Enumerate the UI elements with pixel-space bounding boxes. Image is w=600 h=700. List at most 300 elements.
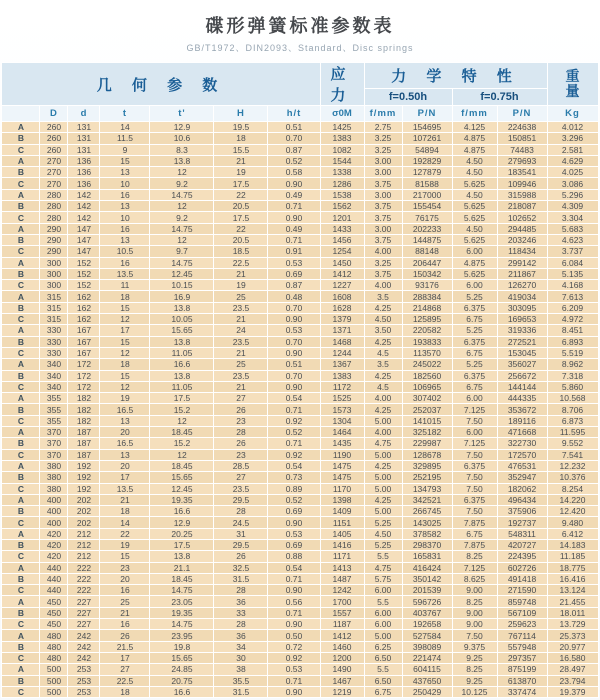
cell-H: 30	[214, 652, 268, 663]
cell-t: 25	[100, 596, 150, 607]
cell-P-050: 350142	[402, 573, 452, 584]
cell-kg: 5.135	[547, 268, 598, 279]
cell-t: 16.5	[100, 438, 150, 449]
cell-t: 14	[100, 517, 150, 528]
cell-t-prime: 12	[150, 201, 214, 212]
cell-h-over-t: 0.53	[268, 325, 320, 336]
cell-P-075: 420727	[497, 539, 547, 550]
cell-P-050: 81588	[402, 178, 452, 189]
cell-f-050: 6.00	[364, 619, 402, 630]
cell-D: 420	[40, 528, 68, 539]
cell-P-075: 859748	[497, 596, 547, 607]
cell-P-050: 134793	[402, 483, 452, 494]
cell-h-over-t: 0.71	[268, 438, 320, 449]
cell-H: 21	[214, 155, 268, 166]
header-group-row	[2, 63, 598, 89]
cell-t-prime: 12.45	[150, 268, 214, 279]
cell-D: 315	[40, 314, 68, 325]
cell-kg: 4.025	[547, 167, 598, 178]
cell-kg: 5.519	[547, 347, 598, 358]
cell-h-over-t: 0.53	[268, 528, 320, 539]
cell-f-050: 6.25	[364, 641, 402, 652]
cell-t: 19	[100, 539, 150, 550]
cell-d: 212	[68, 551, 100, 562]
cell-h-over-t: 0.90	[268, 178, 320, 189]
cell-series: C	[2, 619, 40, 630]
table-row	[2, 370, 598, 381]
cell-series: B	[2, 573, 40, 584]
cell-t-prime: 10.15	[150, 280, 214, 291]
cell-sigma-0M: 1254	[320, 246, 364, 257]
cell-d: 136	[68, 178, 100, 189]
cell-H: 25	[214, 291, 268, 302]
cell-d: 162	[68, 314, 100, 325]
cell-f-075: 8.25	[452, 596, 497, 607]
cell-P-075: 602726	[497, 562, 547, 573]
cell-D: 315	[40, 302, 68, 313]
cell-sigma-0M: 1405	[320, 528, 364, 539]
cell-series: A	[2, 460, 40, 471]
cell-kg: 25.373	[547, 630, 598, 641]
cell-H: 24.5	[214, 517, 268, 528]
cell-D: 370	[40, 449, 68, 460]
cell-series: B	[2, 336, 40, 347]
cell-sigma-0M: 1412	[320, 630, 364, 641]
table-row	[2, 201, 598, 212]
cell-P-075: 224395	[497, 551, 547, 562]
cell-f-050: 4.25	[364, 336, 402, 347]
cell-P-050: 378582	[402, 528, 452, 539]
cell-kg: 6.873	[547, 415, 598, 426]
cell-d: 192	[68, 472, 100, 483]
cell-t: 18	[100, 506, 150, 517]
cell-d: 167	[68, 347, 100, 358]
cell-t: 15	[100, 302, 150, 313]
cell-t-prime: 13.8	[150, 302, 214, 313]
cell-h-over-t: 0.92	[268, 652, 320, 663]
cell-P-075: 182062	[497, 483, 547, 494]
cell-H: 28	[214, 506, 268, 517]
cell-kg: 23.794	[547, 675, 598, 686]
cell-h-over-t: 0.90	[268, 585, 320, 596]
cell-t-prime: 15.2	[150, 438, 214, 449]
table-row	[2, 675, 598, 686]
cell-P-050: 437650	[402, 675, 452, 686]
cell-h-over-t: 0.51	[268, 122, 320, 133]
table-row	[2, 268, 598, 279]
cell-f-075: 6.375	[452, 370, 497, 381]
cell-h-over-t: 0.52	[268, 155, 320, 166]
cell-series: A	[2, 122, 40, 133]
cell-D: 440	[40, 562, 68, 573]
cell-t: 22	[100, 528, 150, 539]
cell-t-prime: 12	[150, 415, 214, 426]
cell-f-075: 9.25	[452, 652, 497, 663]
cell-series: B	[2, 133, 40, 144]
cell-P-075: 491418	[497, 573, 547, 584]
cell-f-075: 8.25	[452, 664, 497, 675]
cell-series: A	[2, 257, 40, 268]
header-f-075h: f=0.75h	[452, 88, 547, 105]
cell-P-075: 352947	[497, 472, 547, 483]
cell-h-over-t: 0.92	[268, 449, 320, 460]
cell-t-prime: 16.9	[150, 291, 214, 302]
table-row	[2, 506, 598, 517]
cell-t: 15	[100, 551, 150, 562]
cell-f-075: 9.25	[452, 675, 497, 686]
cell-h-over-t: 0.49	[268, 189, 320, 200]
cell-sigma-0M: 1573	[320, 404, 364, 415]
page-title: 碟形弹簧标准参数表	[205, 16, 395, 36]
cell-h-over-t: 0.51	[268, 359, 320, 370]
cell-P-075: 613870	[497, 675, 547, 686]
cell-f-075: 7.50	[452, 472, 497, 483]
table-row	[2, 472, 598, 483]
col-header-f-mm-050: f/mm	[364, 106, 402, 122]
cell-f-075: 7.875	[452, 517, 497, 528]
cell-t: 12	[100, 314, 150, 325]
cell-P-050: 192658	[402, 619, 452, 630]
header-mechanical-properties: 力 学 特 性	[364, 63, 547, 89]
cell-sigma-0M: 1383	[320, 133, 364, 144]
header-stress: 应 力	[320, 63, 364, 106]
cell-t: 23	[100, 562, 150, 573]
cell-t-prime: 15.65	[150, 325, 214, 336]
cell-t-prime: 11.05	[150, 347, 214, 358]
cell-kg: 6.893	[547, 336, 598, 347]
cell-series: B	[2, 167, 40, 178]
cell-sigma-0M: 1467	[320, 675, 364, 686]
table-row	[2, 178, 598, 189]
cell-t-prime: 17.5	[150, 393, 214, 404]
cell-t: 10	[100, 178, 150, 189]
cell-f-075: 8.25	[452, 551, 497, 562]
cell-t-prime: 21.1	[150, 562, 214, 573]
cell-P-075: 294485	[497, 223, 547, 234]
cell-d: 202	[68, 517, 100, 528]
table-row	[2, 415, 598, 426]
cell-P-075: 203246	[497, 234, 547, 245]
cell-P-050: 206447	[402, 257, 452, 268]
cell-f-050: 4.00	[364, 280, 402, 291]
cell-d: 131	[68, 122, 100, 133]
column-header-row	[2, 106, 598, 122]
header-f-050h: f=0.50h	[364, 88, 452, 105]
cell-t-prime: 12	[150, 449, 214, 460]
cell-d: 136	[68, 155, 100, 166]
cell-H: 31	[214, 528, 268, 539]
cell-t: 17	[100, 325, 150, 336]
cell-d: 136	[68, 167, 100, 178]
cell-D: 500	[40, 664, 68, 675]
cell-D: 480	[40, 630, 68, 641]
cell-H: 19	[214, 280, 268, 291]
cell-D: 450	[40, 607, 68, 618]
cell-f-050: 5.00	[364, 483, 402, 494]
cell-kg: 3.737	[547, 246, 598, 257]
cell-sigma-0M: 1242	[320, 585, 364, 596]
cell-P-050: 143025	[402, 517, 452, 528]
page-subtitle: GB/T1972、DIN2093、Standard、Disc springs	[186, 43, 414, 53]
cell-P-050: 107261	[402, 133, 452, 144]
cell-d: 167	[68, 336, 100, 347]
cell-kg: 2.581	[547, 144, 598, 155]
table-row	[2, 212, 598, 223]
cell-t: 12	[100, 381, 150, 392]
cell-kg: 16.580	[547, 652, 598, 663]
cell-sigma-0M: 1190	[320, 449, 364, 460]
cell-f-050: 5.25	[364, 517, 402, 528]
cell-kg: 3.086	[547, 178, 598, 189]
cell-P-050: 202233	[402, 223, 452, 234]
table-row	[2, 234, 598, 245]
cell-P-075: 153045	[497, 347, 547, 358]
cell-t-prime: 23.95	[150, 630, 214, 641]
cell-f-075: 4.50	[452, 167, 497, 178]
table-row	[2, 539, 598, 550]
cell-t-prime: 13.8	[150, 370, 214, 381]
cell-f-050: 3.75	[364, 178, 402, 189]
cell-sigma-0M: 1367	[320, 359, 364, 370]
cell-D: 330	[40, 336, 68, 347]
cell-H: 18.5	[214, 246, 268, 257]
cell-P-075: 875199	[497, 664, 547, 675]
cell-d: 222	[68, 585, 100, 596]
cell-f-075: 4.50	[452, 223, 497, 234]
cell-t-prime: 18.45	[150, 460, 214, 471]
cell-D: 420	[40, 551, 68, 562]
cell-H: 22	[214, 189, 268, 200]
cell-P-075: 319336	[497, 325, 547, 336]
cell-H: 26	[214, 438, 268, 449]
cell-kg: 20.977	[547, 641, 598, 652]
cell-sigma-0M: 1227	[320, 280, 364, 291]
cell-t-prime: 16.6	[150, 359, 214, 370]
cell-P-075: 476531	[497, 460, 547, 471]
cell-d: 142	[68, 189, 100, 200]
cell-f-075: 9.00	[452, 619, 497, 630]
cell-d: 152	[68, 257, 100, 268]
cell-series: B	[2, 641, 40, 652]
cell-t: 20	[100, 573, 150, 584]
cell-D: 260	[40, 133, 68, 144]
cell-P-075: 272521	[497, 336, 547, 347]
cell-H: 29.5	[214, 539, 268, 550]
cell-H: 27	[214, 472, 268, 483]
col-header-P-N-075: P/N	[497, 106, 547, 122]
table-row	[2, 347, 598, 358]
cell-t-prime: 9.2	[150, 178, 214, 189]
cell-D: 330	[40, 325, 68, 336]
cell-kg: 4.972	[547, 314, 598, 325]
cell-h-over-t: 0.71	[268, 675, 320, 686]
cell-t-prime: 14.75	[150, 189, 214, 200]
cell-f-050: 3.25	[364, 133, 402, 144]
disc-spring-parameter-table	[1, 62, 598, 698]
cell-f-075: 5.25	[452, 291, 497, 302]
table-row	[2, 381, 598, 392]
cell-H: 23.5	[214, 336, 268, 347]
cell-P-075: 189116	[497, 415, 547, 426]
cell-t: 10	[100, 212, 150, 223]
cell-H: 29.5	[214, 494, 268, 505]
cell-sigma-0M: 1544	[320, 155, 364, 166]
cell-kg: 3.304	[547, 212, 598, 223]
table-row	[2, 189, 598, 200]
cell-kg: 9.480	[547, 517, 598, 528]
cell-t-prime: 20.75	[150, 675, 214, 686]
cell-f-050: 3.5	[364, 291, 402, 302]
cell-h-over-t: 0.72	[268, 641, 320, 652]
cell-kg: 8.962	[547, 359, 598, 370]
cell-t: 11.5	[100, 133, 150, 144]
cell-D: 370	[40, 427, 68, 438]
header-weight-line1: 重	[565, 68, 580, 84]
cell-t: 16	[100, 619, 150, 630]
cell-sigma-0M: 1151	[320, 517, 364, 528]
cell-P-075: 109946	[497, 178, 547, 189]
cell-sigma-0M: 1409	[320, 506, 364, 517]
cell-h-over-t: 0.54	[268, 562, 320, 573]
cell-D: 290	[40, 223, 68, 234]
cell-series: A	[2, 359, 40, 370]
cell-kg: 7.613	[547, 291, 598, 302]
col-header-P-N-050: P/N	[402, 106, 452, 122]
cell-t-prime: 15.2	[150, 404, 214, 415]
cell-D: 400	[40, 517, 68, 528]
table-row	[2, 404, 598, 415]
cell-t: 20	[100, 427, 150, 438]
cell-t: 11	[100, 280, 150, 291]
table-row	[2, 562, 598, 573]
table-row	[2, 607, 598, 618]
cell-P-075: 471668	[497, 427, 547, 438]
table-row	[2, 596, 598, 607]
col-header-sigma-0M: σ0M	[320, 106, 364, 122]
table-row	[2, 359, 598, 370]
table-row	[2, 122, 598, 133]
cell-D: 380	[40, 472, 68, 483]
table-row	[2, 257, 598, 268]
cell-f-075: 6.375	[452, 336, 497, 347]
cell-sigma-0M: 1435	[320, 438, 364, 449]
cell-P-075: 315988	[497, 189, 547, 200]
cell-t-prime: 10.6	[150, 133, 214, 144]
table-row	[2, 246, 598, 257]
cell-P-075: 337474	[497, 686, 547, 697]
cell-H: 28.5	[214, 460, 268, 471]
cell-sigma-0M: 1456	[320, 234, 364, 245]
cell-f-050: 4.50	[364, 314, 402, 325]
cell-sigma-0M: 1487	[320, 573, 364, 584]
cell-H: 20.5	[214, 201, 268, 212]
cell-t: 15	[100, 336, 150, 347]
cell-P-075: 211867	[497, 268, 547, 279]
cell-f-050: 3.00	[364, 155, 402, 166]
cell-series: C	[2, 178, 40, 189]
cell-t-prime: 13.8	[150, 551, 214, 562]
cell-t: 13	[100, 234, 150, 245]
cell-P-075: 271590	[497, 585, 547, 596]
cell-t-prime: 13.8	[150, 336, 214, 347]
cell-d: 242	[68, 641, 100, 652]
cell-sigma-0M: 1475	[320, 460, 364, 471]
cell-D: 500	[40, 675, 68, 686]
cell-D: 380	[40, 460, 68, 471]
cell-P-075: 279693	[497, 155, 547, 166]
table-row	[2, 314, 598, 325]
cell-f-075: 6.375	[452, 302, 497, 313]
cell-P-075: 567109	[497, 607, 547, 618]
cell-H: 32.5	[214, 562, 268, 573]
cell-d: 172	[68, 370, 100, 381]
cell-P-050: 266745	[402, 506, 452, 517]
cell-P-075: 297357	[497, 652, 547, 663]
cell-d: 187	[68, 427, 100, 438]
cell-f-075: 4.875	[452, 257, 497, 268]
cell-h-over-t: 0.92	[268, 415, 320, 426]
cell-h-over-t: 0.91	[268, 246, 320, 257]
cell-D: 270	[40, 155, 68, 166]
cell-h-over-t: 0.90	[268, 314, 320, 325]
cell-d: 192	[68, 460, 100, 471]
cell-P-075: 144144	[497, 381, 547, 392]
cell-H: 33	[214, 607, 268, 618]
cell-t: 13	[100, 167, 150, 178]
cell-f-050: 6.00	[364, 607, 402, 618]
cell-P-075: 256672	[497, 370, 547, 381]
cell-sigma-0M: 1244	[320, 347, 364, 358]
cell-h-over-t: 0.89	[268, 483, 320, 494]
cell-f-050: 4.00	[364, 246, 402, 257]
cell-H: 19	[214, 167, 268, 178]
cell-f-075: 6.75	[452, 314, 497, 325]
cell-sigma-0M: 1219	[320, 686, 364, 697]
cell-h-over-t: 0.71	[268, 573, 320, 584]
cell-t: 16.5	[100, 404, 150, 415]
table-row	[2, 686, 598, 697]
cell-D: 280	[40, 212, 68, 223]
cell-P-050: 93176	[402, 280, 452, 291]
cell-t: 19	[100, 393, 150, 404]
cell-d: 131	[68, 144, 100, 155]
cell-d: 253	[68, 686, 100, 697]
table-row	[2, 652, 598, 663]
cell-P-050: 54894	[402, 144, 452, 155]
cell-h-over-t: 0.71	[268, 404, 320, 415]
cell-D: 260	[40, 144, 68, 155]
cell-kg: 13.729	[547, 619, 598, 630]
cell-kg: 10.568	[547, 393, 598, 404]
cell-series: A	[2, 325, 40, 336]
cell-t-prime: 18.45	[150, 427, 214, 438]
cell-f-075: 5.625	[452, 201, 497, 212]
cell-H: 19.5	[214, 122, 268, 133]
cell-t-prime: 14.75	[150, 619, 214, 630]
cell-h-over-t: 0.90	[268, 686, 320, 697]
cell-f-075: 9.00	[452, 607, 497, 618]
cell-t: 18	[100, 291, 150, 302]
cell-series: A	[2, 155, 40, 166]
cell-kg: 13.124	[547, 585, 598, 596]
cell-h-over-t: 0.70	[268, 336, 320, 347]
cell-t: 13	[100, 415, 150, 426]
cell-h-over-t: 0.56	[268, 596, 320, 607]
cell-f-075: 7.125	[452, 562, 497, 573]
table-row	[2, 517, 598, 528]
table-row	[2, 223, 598, 234]
cell-P-050: 245022	[402, 359, 452, 370]
